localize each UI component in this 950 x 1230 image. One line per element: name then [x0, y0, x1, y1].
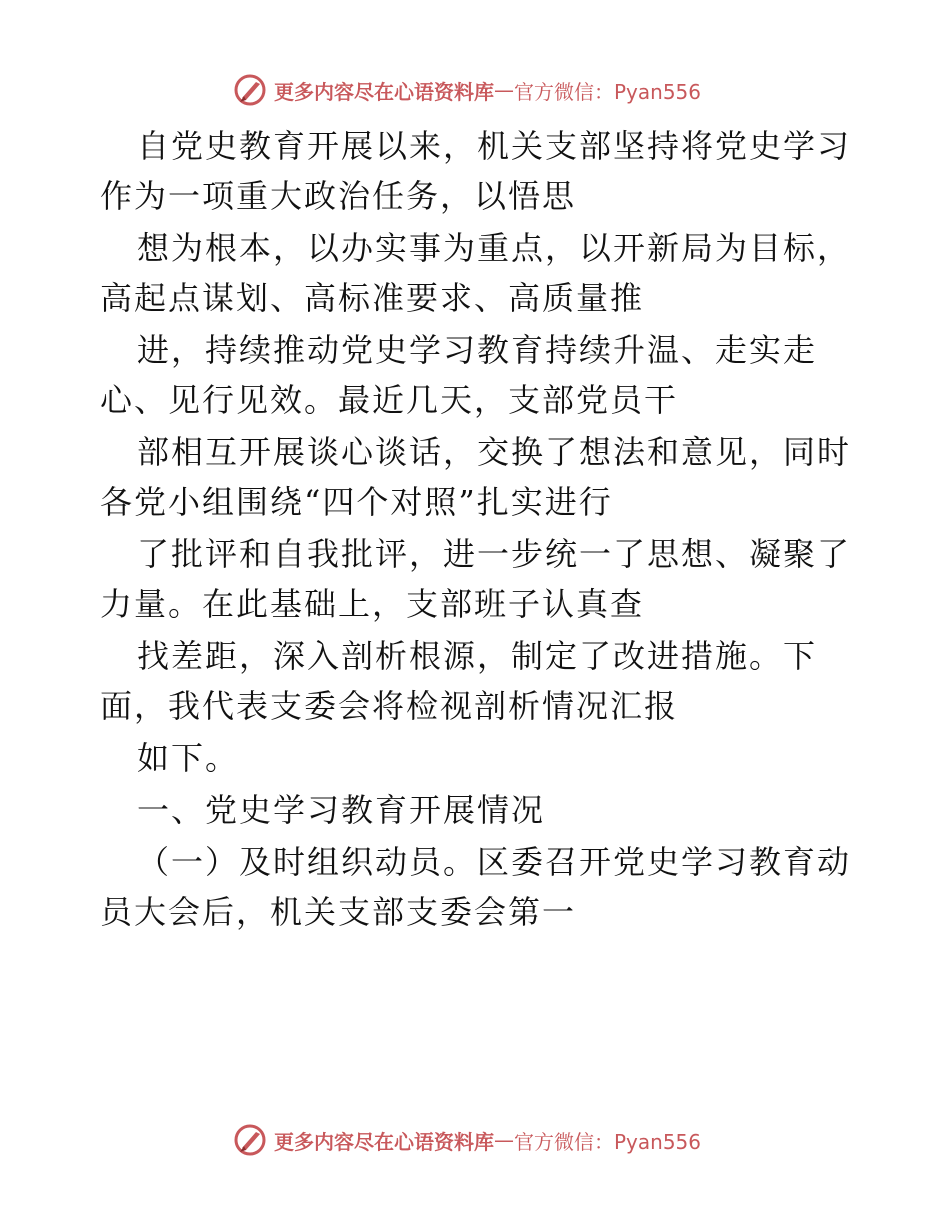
pen-logo-icon	[232, 72, 268, 108]
body-line: 进，持续推动党史学习教育持续升温、走实走	[137, 331, 818, 369]
body-line: 自党史教育开展以来，机关支部坚持将党史学习	[137, 127, 852, 165]
body-line: 员大会后，机关支部支委会第一	[100, 893, 577, 931]
document-body	[100, 122, 860, 938]
body-line: 各党小组围绕“四个对照”扎实进行	[100, 483, 613, 521]
body-line: 心、见行见效。最近几天，支部党员干	[100, 381, 679, 419]
pen-logo-icon	[232, 1122, 268, 1158]
body-line: 部相互开展谈心谈话，交换了想法和意见，同时	[137, 433, 852, 471]
watermark-footer	[232, 1120, 701, 1160]
watermark-site-text: 更多内容尽在心语资料库	[274, 1129, 494, 1154]
body-line: 高起点谋划、高标准要求、高质量推	[100, 279, 645, 317]
body-line: 找差距，深入剖析根源，制定了改进措施。下	[137, 637, 818, 675]
watermark-separator: —	[494, 78, 514, 102]
body-line: 力量。在此基础上，支部班子认真查	[100, 585, 645, 623]
watermark-separator: —	[494, 1128, 514, 1152]
body-line: 面，我代表支委会将检视剖析情况汇报	[100, 687, 679, 725]
watermark-wechat-text: 官方微信：Pyan556	[514, 79, 702, 104]
body-line: （一）及时组织动员。区委召开党史学习教育动	[137, 843, 852, 881]
section-heading: 一、党史学习教育开展情况	[137, 791, 546, 829]
watermark-wechat-text: 官方微信：Pyan556	[514, 1129, 702, 1154]
body-line: 作为一项重大政治任务，以悟思	[100, 177, 577, 215]
body-line: 了批评和自我批评，进一步统一了思想、凝聚了	[137, 535, 852, 573]
body-line: 想为根本，以办实事为重点，以开新局为目标，	[137, 229, 852, 267]
watermark-header	[232, 70, 701, 110]
watermark-site-text: 更多内容尽在心语资料库	[274, 79, 494, 104]
body-line: 如下。	[137, 739, 240, 777]
